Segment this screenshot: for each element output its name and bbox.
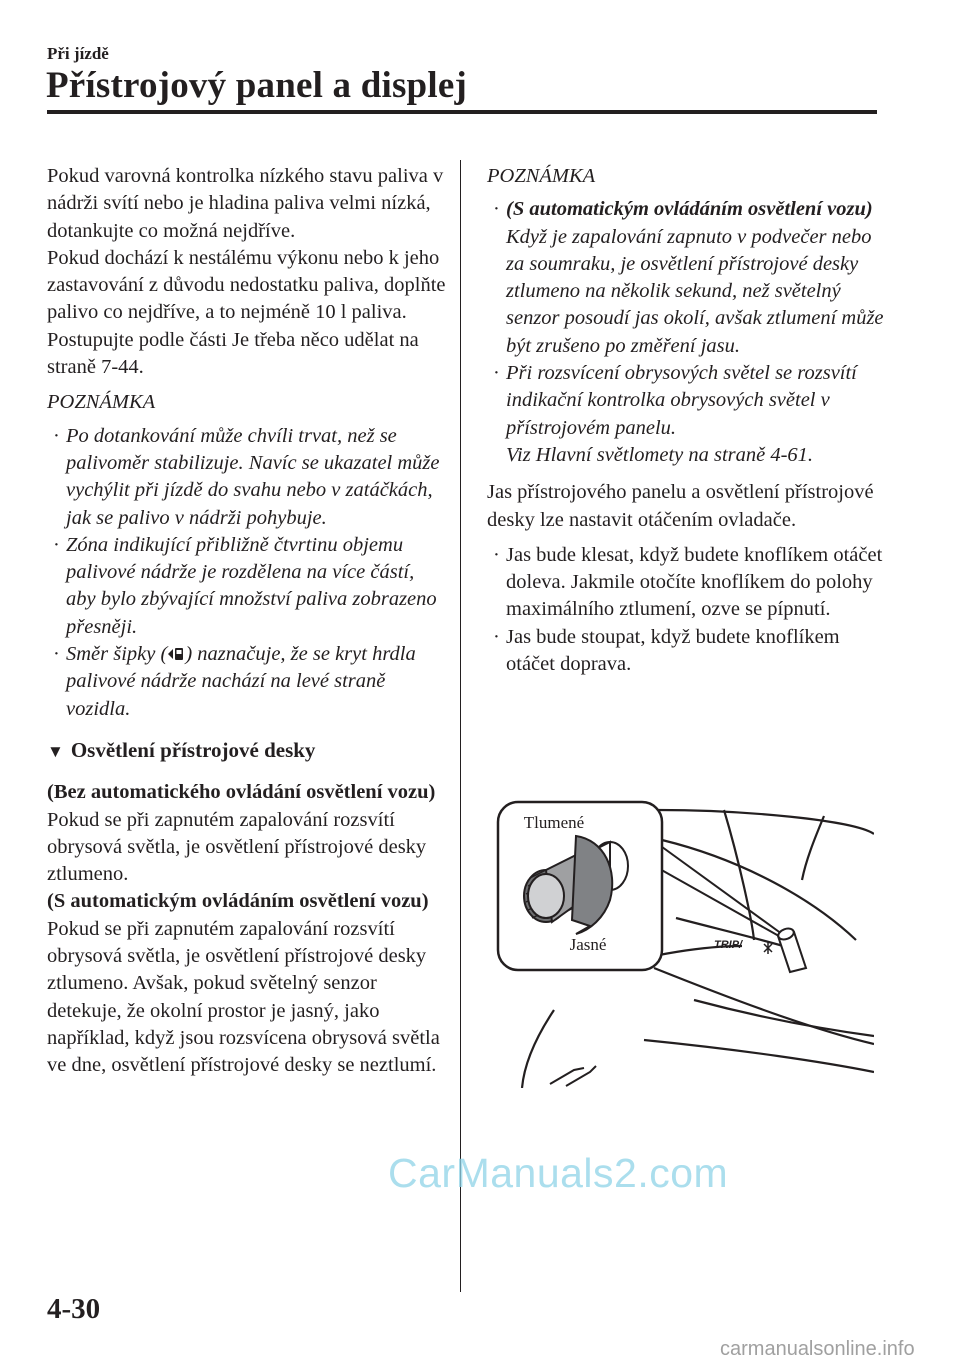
- instruction-list: [487, 542, 887, 678]
- panel-label: TRIP/: [714, 939, 743, 951]
- subheading-without-auto: (Bez automatického ovládání osvětlení vozu): [47, 781, 436, 804]
- column-divider: [460, 160, 461, 1292]
- brush-icon: [550, 1066, 596, 1086]
- footer-link[interactable]: carmanualsonline.info: [720, 1338, 915, 1360]
- dimmer-knob-figure: [494, 800, 874, 1088]
- note-text-before-icon: Směr šipky (: [66, 643, 168, 666]
- subheading-with-auto: (S automatickým ovládáním osvětlení vozu): [47, 890, 429, 913]
- paragraph-brightness: Jas přístrojového panelu a osvětlení přístrojové desky lze nastavit otáčením ovladače.: [487, 481, 874, 531]
- list-item-text: Jas bude stoupat, když budete knoflíkem otáčet doprava.: [506, 625, 840, 676]
- note-title: (S automatickým ovládáním osvětlení vozu): [506, 198, 873, 221]
- left-column: [47, 163, 447, 1088]
- note-text: Po dotankování může chvíli trvat, než se palivoměr stabilizuje. Navíc se ukazatel může vychýlit při jízdě do svahu nebo v zatáčkách, jak se palivo v nádrži pohybuje.: [66, 424, 440, 529]
- section-heading: [47, 737, 447, 765]
- note-text: Při rozsvícení obrysových světel se rozsvítí indikační kontrolka obrysových světel v přístrojovém panelu.: [506, 362, 857, 439]
- list-item: [487, 624, 887, 679]
- paragraph-refuel-amount: Pokud dochází k nestálému výkonu nebo k jeho zastavování z důvodu nedostatku paliva, doplňte palivo co nejdříve, a to nejméně 10 l paliva.: [47, 246, 446, 324]
- sparkle-icon: [764, 942, 772, 954]
- note-text: Když je zapalování zapnuto v podvečer nebo za soumraku, je osvětlení přístrojové desky ztlumeno na několik sekund, než světelný senzor posoudí jas okolí, avšak ztlumení může být zrušeno po změření jasu.: [506, 225, 884, 357]
- note-text-after-icon: ) naznačuje, že se kryt hrdla palivové nádrže nachází na levé straně vozidla.: [66, 643, 416, 720]
- note-item: [487, 196, 887, 360]
- note-heading: POZNÁMKA: [47, 391, 156, 414]
- note-heading: POZNÁMKA: [487, 165, 596, 187]
- note-item: [47, 423, 447, 532]
- label-dimmed: Tlumené: [523, 813, 585, 832]
- note-item: [47, 532, 447, 641]
- page-number: 4-30: [47, 1293, 101, 1325]
- paragraph-reference: Postupujte podle části Je třeba něco udělat na straně 7-44.: [47, 328, 419, 379]
- note-list: [487, 196, 887, 469]
- note-item: [487, 360, 887, 469]
- bullet: ·: [493, 625, 500, 648]
- list-item-text: Jas bude klesat, když budete knoflíkem otáčet doleva. Jakmile otočíte knoflíkem do polohy maximálního ztlumení, ozve se pípnutí.: [506, 543, 883, 621]
- bullet: ·: [493, 543, 500, 566]
- page-title: Přístrojový panel a displej: [46, 65, 467, 106]
- paragraph-with-auto: Pokud se při zapnutém zapalování rozsvítí obrysová světla, je osvětlení přístrojové desky ztlumeno. Avšak, pokud světelný senzor detekuje, že okolní prostor je jasný, jako například, když jsou rozsvícena obrysová světla ve dne, osvětlení přístrojové desky se neztlumí.: [47, 917, 440, 1077]
- label-bright: Jasné: [569, 935, 607, 954]
- bullet: ·: [493, 198, 500, 221]
- header-rule: [47, 110, 877, 114]
- bullet: ·: [53, 424, 60, 447]
- bullet: ·: [53, 643, 60, 666]
- paragraph-without-auto: Pokud se při zapnutém zapalování rozsvítí obrysová světla, je osvětlení přístrojové desky ztlumeno.: [47, 808, 427, 886]
- note-item: [47, 641, 447, 723]
- paragraph-low-fuel-warning: Pokud varovná kontrolka nízkého stavu paliva v nádrži svítí nebo je hladina paliva velmi nízká, dotankujte co možná nejdříve.: [47, 165, 444, 242]
- panel-knob: [777, 927, 806, 972]
- list-item: [487, 542, 887, 624]
- note-list: [47, 423, 447, 723]
- bullet: ·: [493, 362, 500, 385]
- note-reference: Viz Hlavní světlomety na straně 4-61.: [506, 443, 814, 466]
- fuel-arrow-icon: [167, 646, 185, 662]
- section-heading-text: Osvětlení přístrojové desky: [70, 737, 316, 762]
- watermark: CarManuals2.com: [388, 1150, 729, 1196]
- section-marker: ▼: [47, 741, 64, 761]
- bullet: ·: [53, 533, 60, 556]
- note-text: Zóna indikující přibližně čtvrtinu objemu palivové nádrže je rozdělena na více částí, aby bylo zbývající množství paliva zobrazeno přesněji.: [66, 533, 437, 638]
- right-column: [487, 163, 887, 688]
- header-section: Při jízdě: [47, 44, 109, 63]
